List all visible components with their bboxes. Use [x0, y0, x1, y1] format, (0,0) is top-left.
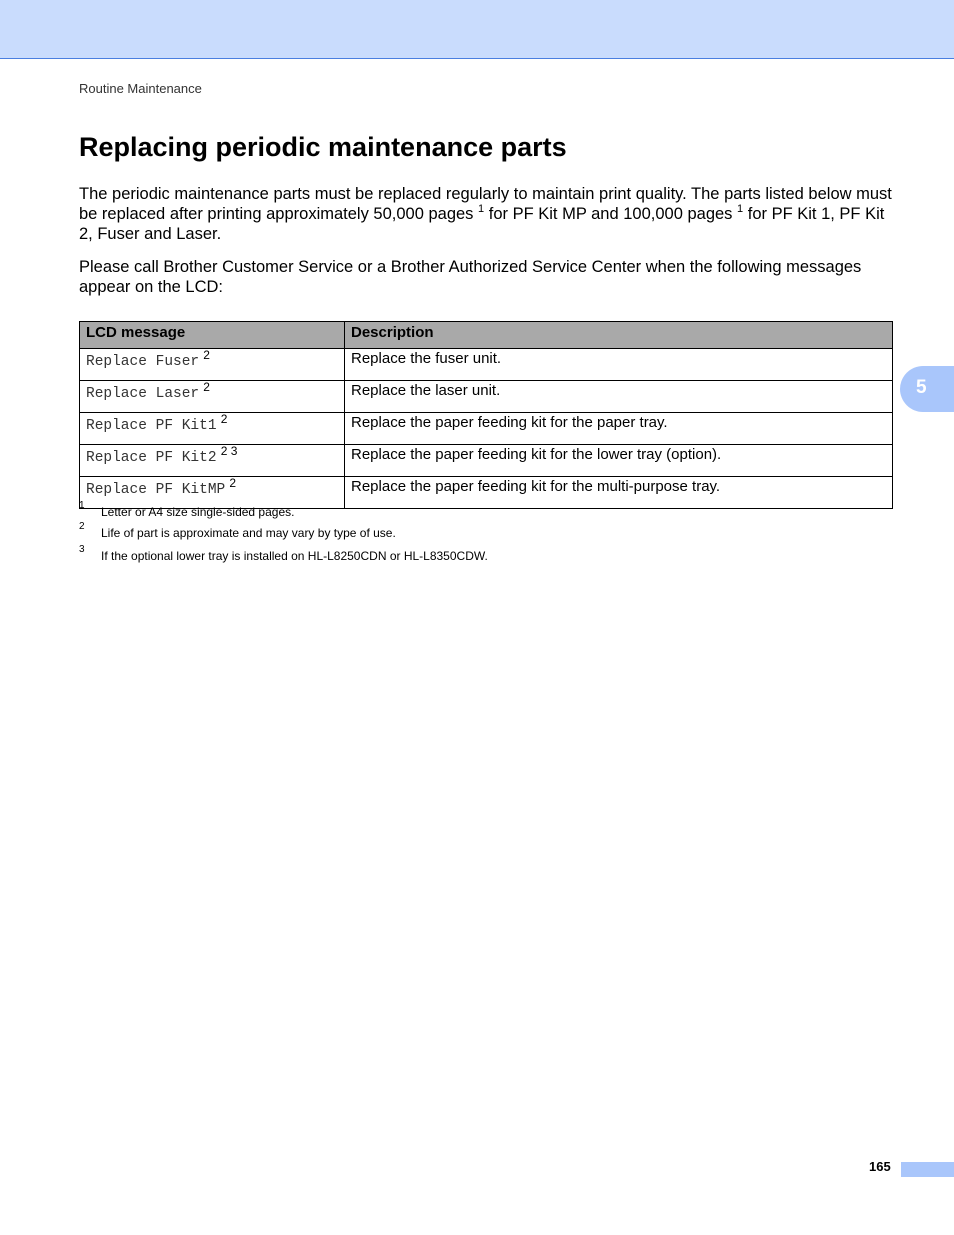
- lcd-message: Replace Fuser: [86, 354, 200, 370]
- page-title: Replacing periodic maintenance parts: [79, 132, 567, 162]
- lcd-message-cell: [80, 381, 345, 413]
- intro-text-c: for PF Kit 1, PF Kit 2, Fuser and Laser.: [79, 205, 885, 243]
- chapter-number: 5: [916, 377, 927, 398]
- footnote-ref[interactable]: 1: [737, 203, 744, 215]
- footnote-ref[interactable]: 2 3: [220, 444, 238, 458]
- breadcrumb: Routine Maintenance: [79, 81, 202, 96]
- lcd-message: Replace Laser: [86, 386, 200, 402]
- page-number-bar: [901, 1162, 954, 1177]
- header-band: [0, 0, 954, 59]
- intro-text-a: The periodic maintenance parts must be replaced regularly to maintain print quality. The parts listed below must be replaced after printing approximately 50,000 pages: [79, 185, 892, 223]
- lcd-message-cell: [80, 445, 345, 477]
- lcd-message: Replace PF Kit1: [86, 418, 217, 434]
- page-number: 165: [869, 1159, 891, 1174]
- table-row: [80, 381, 893, 413]
- lcd-message-cell: [80, 477, 345, 509]
- footnote-text: Letter or A4 size single-sided pages.: [101, 505, 295, 519]
- footnote-mark: 2: [79, 521, 85, 532]
- lcd-message: Replace PF KitMP: [86, 482, 226, 498]
- footnote-text: If the optional lower tray is installed on HL-L8250CDN or HL-L8350CDW.: [101, 549, 488, 563]
- lcd-message-table: [79, 321, 893, 509]
- footnote-ref[interactable]: 1: [478, 203, 485, 215]
- column-header-description: Description: [345, 322, 893, 349]
- footnote-ref[interactable]: 2: [203, 348, 210, 362]
- intro-text-b: for PF Kit MP and 100,000 pages: [488, 205, 733, 223]
- lcd-message-cell: [80, 349, 345, 381]
- chapter-tab[interactable]: [900, 366, 954, 412]
- description-cell: Replace the laser unit.: [345, 381, 893, 413]
- footnote-ref[interactable]: 2: [203, 380, 210, 394]
- lcd-message: Replace PF Kit2: [86, 450, 217, 466]
- description-cell: Replace the fuser unit.: [345, 349, 893, 381]
- description-cell: Replace the paper feeding kit for the lower tray (option).: [345, 445, 893, 477]
- lcd-message-cell: [80, 413, 345, 445]
- table-row: [80, 413, 893, 445]
- description-cell: Replace the paper feeding kit for the multi-purpose tray.: [345, 477, 893, 509]
- column-header-lcd-message: LCD message: [80, 322, 345, 349]
- footnote-mark: 3: [79, 544, 85, 555]
- intro-paragraph: [79, 184, 894, 244]
- footnote-ref[interactable]: 2: [220, 412, 228, 426]
- table-header-row: [80, 322, 893, 349]
- footnote-text: Life of part is approximate and may vary by type of use.: [101, 526, 396, 540]
- footnote-mark: 1: [79, 500, 85, 511]
- table-row: [80, 445, 893, 477]
- table-row: [80, 477, 893, 509]
- description-cell: Replace the paper feeding kit for the paper tray.: [345, 413, 893, 445]
- instruction-paragraph: Please call Brother Customer Service or a Brother Authorized Service Center when the following messages appear on the LCD:: [79, 258, 862, 296]
- table-row: [80, 349, 893, 381]
- footnote-ref[interactable]: 2: [229, 476, 237, 490]
